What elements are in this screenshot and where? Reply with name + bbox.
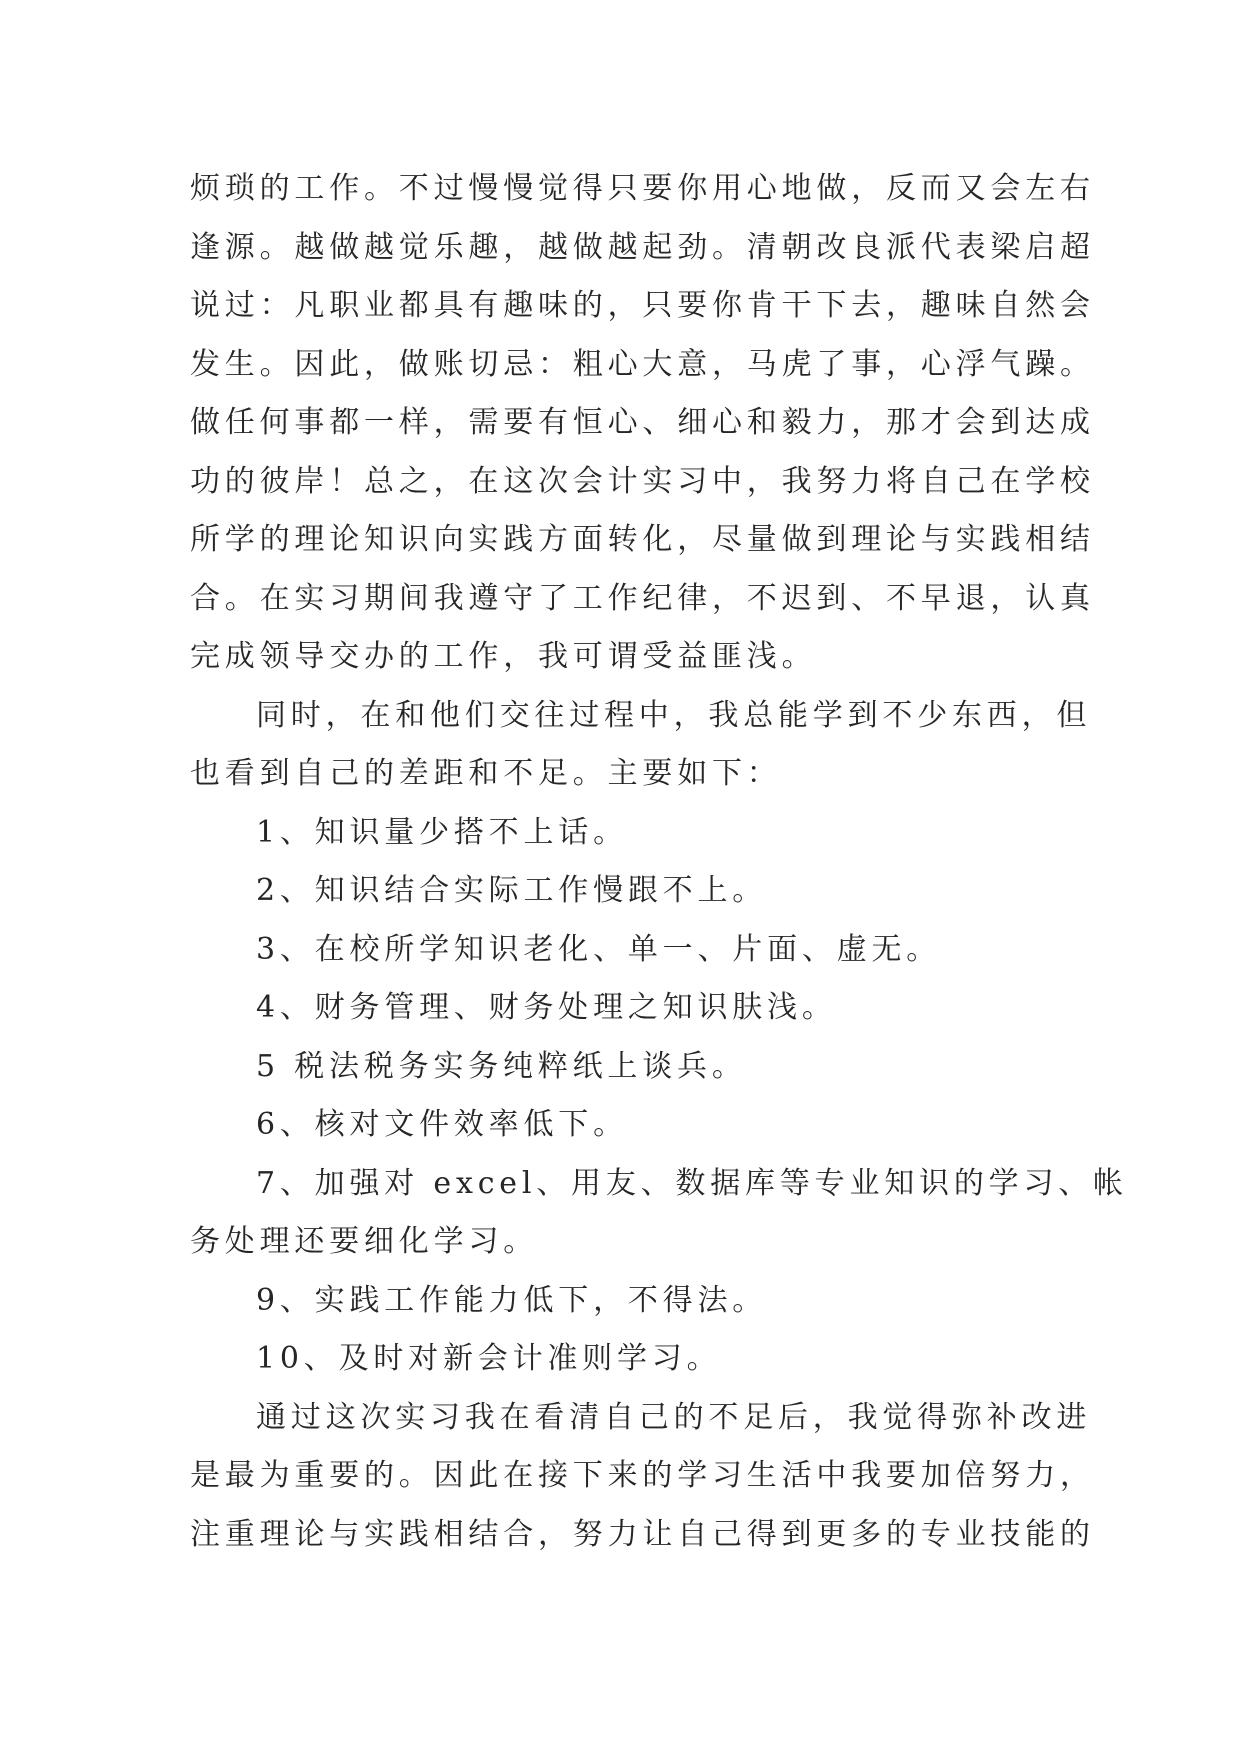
text-line: 所学的理论知识向实践方面转化，尽量做到理论与实践相结 [190,522,1095,557]
text-line: 逢源。越做越觉乐趣，越做越起劲。清朝改良派代表梁启超 [190,229,1095,265]
list-item: 9、实践工作能力低下，不得法。 [256,1282,768,1318]
list-item: 6、核对文件效率低下。 [256,1107,628,1142]
list-item: 5 税法税务实务纯粹纸上谈兵。 [256,1048,747,1084]
list-item: 7、加强对 excel、用友、数据库等专业知识的学习、帐 [256,1165,1128,1201]
list-item: 1、知识量少搭不上话。 [256,814,628,850]
paragraph-first-line: 同时，在和他们交往过程中，我总能学到不少东西，但 [256,697,1092,733]
list-item: 3、在校所学知识老化、单一、片面、虚无。 [256,931,942,967]
list-item: 4、财务管理、财务处理之知识肤浅。 [256,990,837,1025]
text-line: 注重理论与实践相结合，努力让自己得到更多的专业技能的 [190,1516,1095,1552]
text-line: 功的彼岸！总之，在这次会计实习中，我努力将自己在学校 [190,463,1095,499]
text-line: 发生。因此，做账切忌：粗心大意，马虎了事，心浮气躁。 [190,346,1095,382]
list-item-continuation: 务处理还要细化学习。 [190,1224,538,1259]
text-line: 说过：凡职业都具有趣味的，只要你肯干下去，趣味自然会 [190,288,1095,323]
paragraph-first-line: 通过这次实习我在看清自己的不足后，我觉得弥补改进 [256,1399,1092,1435]
text-line: 完成领导交办的工作，我可谓受益匪浅。 [190,639,817,674]
list-item: 2、知识结合实际工作慢跟不上。 [256,873,768,908]
text-line: 也看到自己的差距和不足。主要如下： [190,756,782,791]
body-text [190,160,1128,1564]
list-item: 10、及时对新会计准则学习。 [256,1341,722,1376]
text-line: 做任何事都一样，需要有恒心、细心和毅力，那才会到达成 [190,405,1095,440]
text-line: 合。在实习期间我遵守了工作纪律，不迟到、不早退，认真 [190,580,1095,616]
text-line: 是最为重要的。因此在接下来的学习生活中我要加倍努力， [190,1458,1095,1493]
text-line: 烦琐的工作。不过慢慢觉得只要你用心地做，反而又会左右 [190,171,1095,206]
